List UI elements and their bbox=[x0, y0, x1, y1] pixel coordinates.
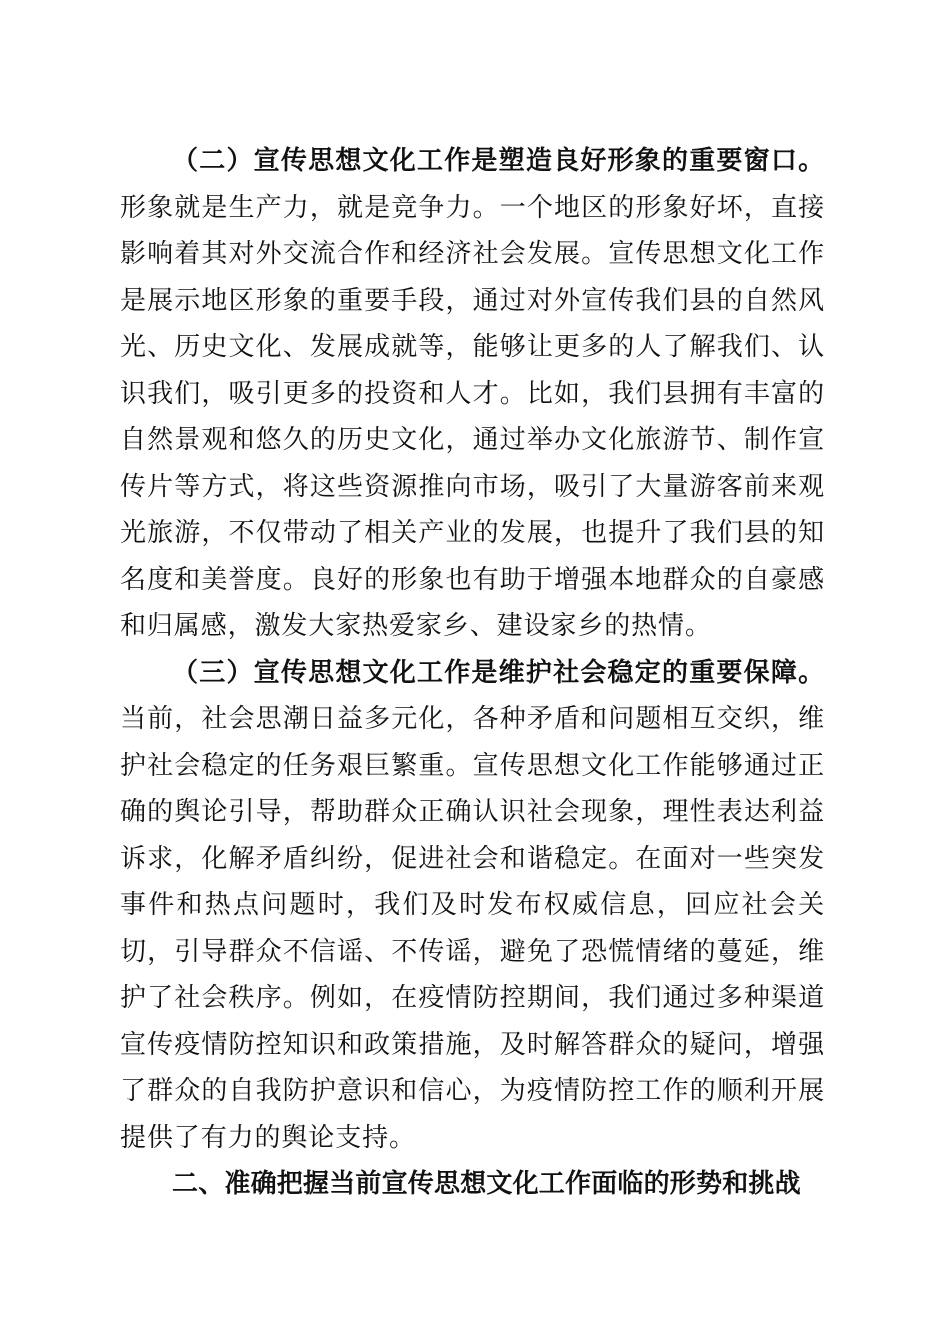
paragraph-title: （二）宣传思想文化工作是塑造良好形象的重要窗口。 bbox=[172, 146, 825, 176]
section-heading: 二、准确把握当前宣传思想文化工作面临的形势和挑战 bbox=[172, 1169, 801, 1199]
paragraph-text: 当前，社会思潮日益多元化，各种矛盾和问题相互交织，维护社会稳定的任务艰巨繁重。宣传思想文化工作能够通过正确的舆论引导，帮助群众正确认识社会现象，理性表达利益诉求，化解矛盾纠纷，促进社会和谐稳定。在面对一些突发事件和热点问题时，我们及时发布权威信息，回应社会关切，引导群众不信谣、不传谣，避免了恐慌情绪的蔓延，维护了社会秩序。例如，在疫情防控期间，我们通过多种渠道宣传疫情防控知识和政策措施，及时解答群众的疑问，增强了群众的自我防护意识和信心，为疫情防控工作的顺利开展提供了有力的舆论支持。 bbox=[120, 704, 825, 1153]
paragraph-social-stability bbox=[120, 650, 825, 1162]
paragraph-title: （三）宣传思想文化工作是维护社会稳定的重要保障。 bbox=[172, 657, 825, 688]
paragraph-image-window bbox=[120, 138, 825, 650]
document-body bbox=[120, 138, 825, 1208]
paragraph-text: 形象就是生产力，就是竞争力。一个地区的形象好坏，直接影响着其对外交流合作和经济社会发展。宣传思想文化工作是展示地区形象的重要手段，通过对外宣传我们县的自然风光、历史文化、发展成就等，能够让更多的人了解我们、认识我们，吸引更多的投资和人才。比如，我们县拥有丰富的自然景观和悠久的历史文化，通过举办文化旅游节、制作宣传片等方式，将这些资源推向市场，吸引了大量游客前来观光旅游，不仅带动了相关产业的发展，也提升了我们县的知名度和美誉度。良好的形象也有助于增强本地群众的自豪感和归属感，激发大家热爱家乡、建设家乡的热情。 bbox=[120, 192, 825, 641]
